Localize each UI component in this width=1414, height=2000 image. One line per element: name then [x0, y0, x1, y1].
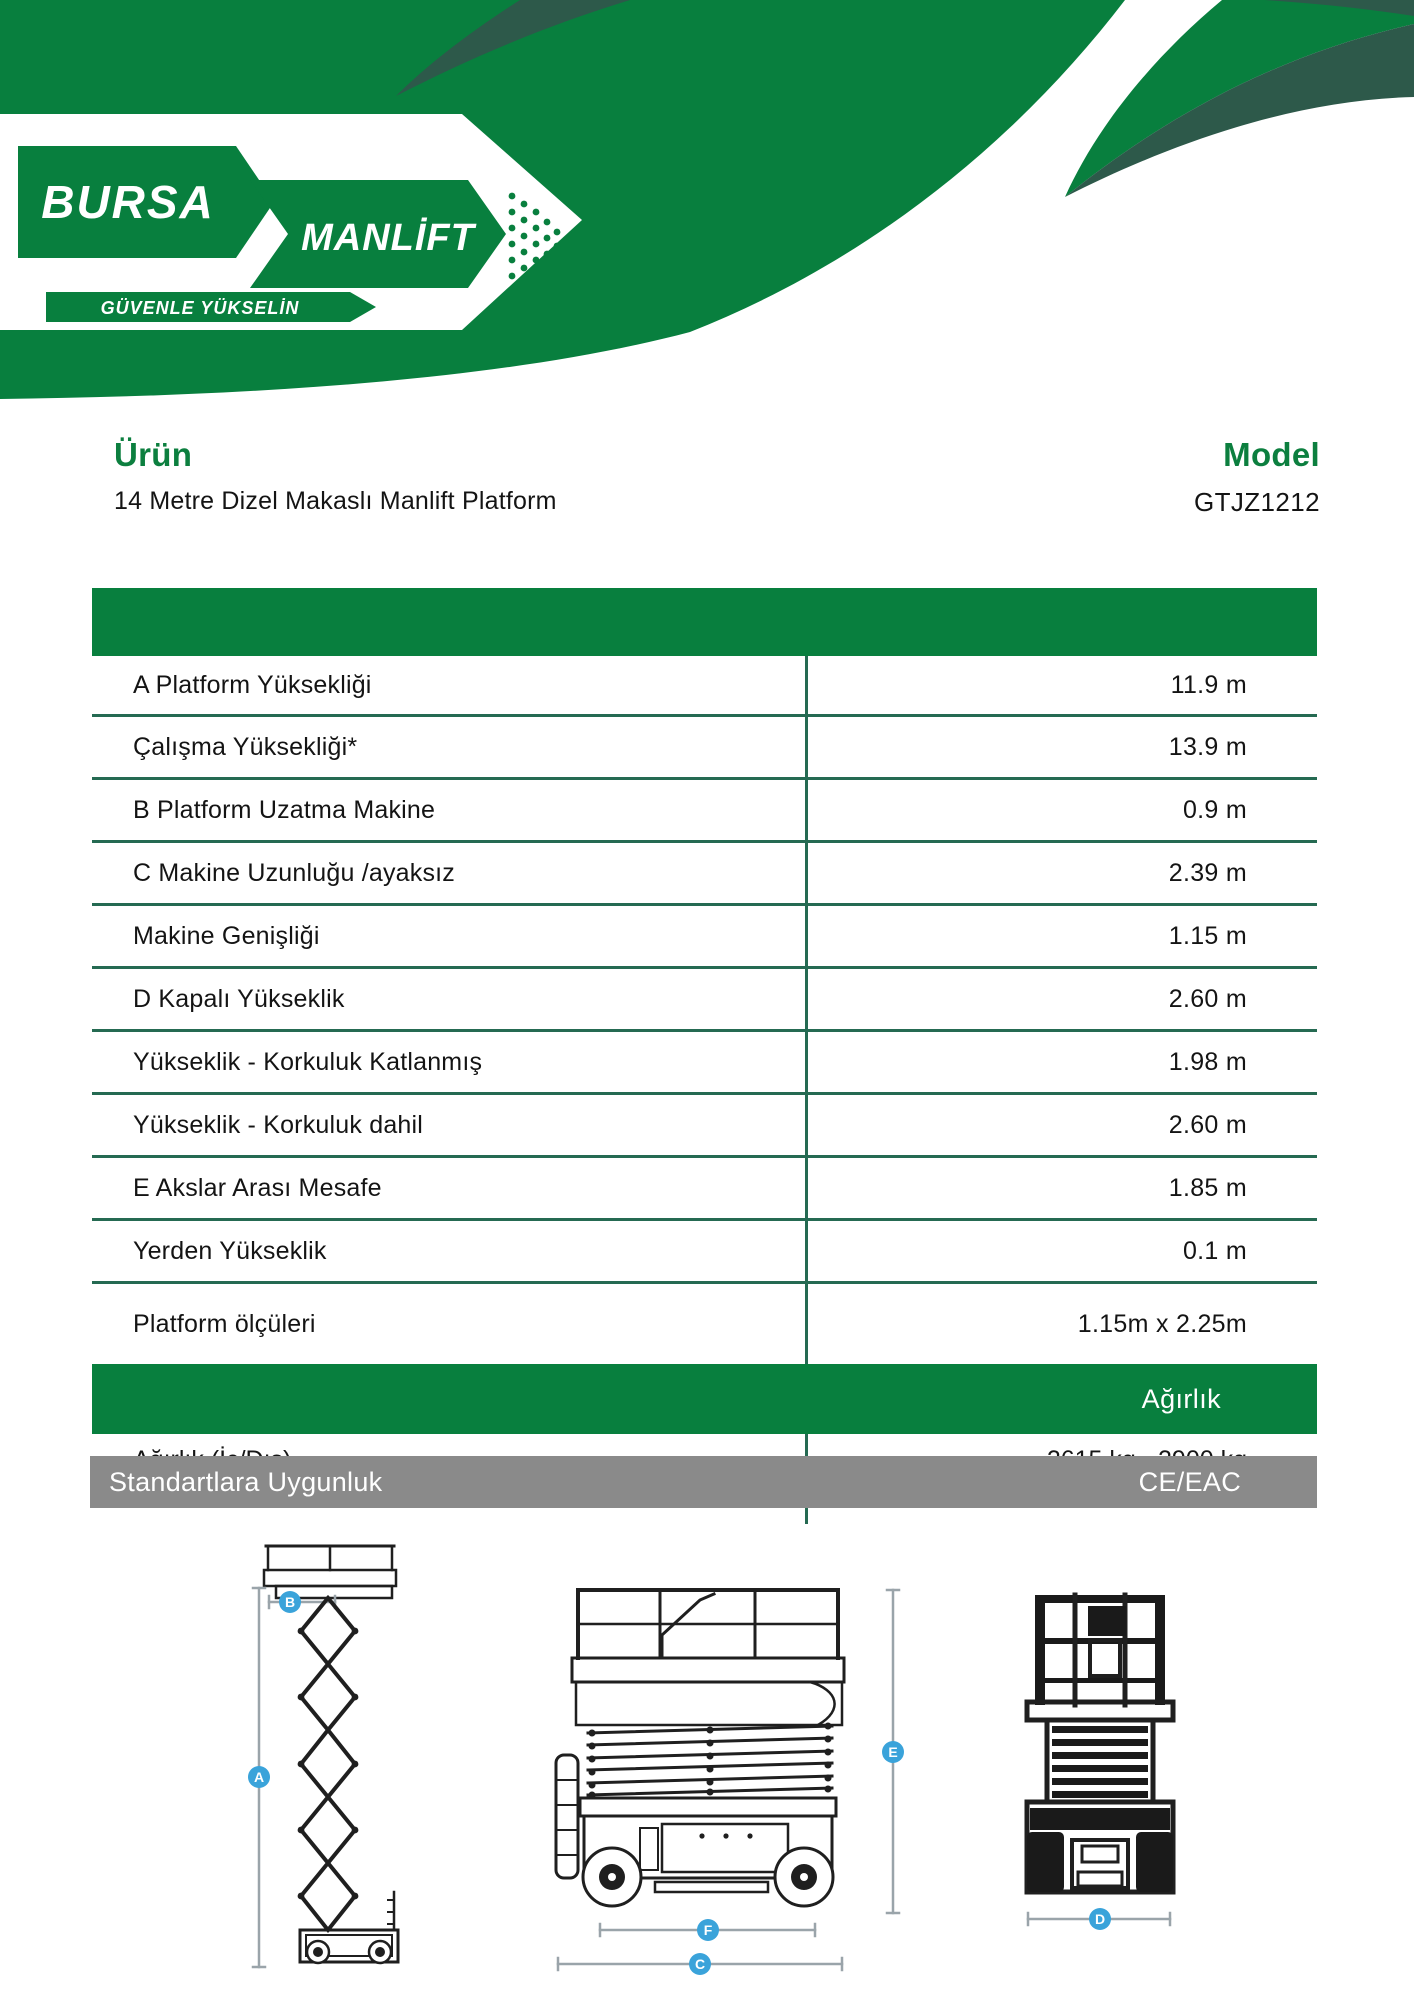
spec-table-rows — [92, 656, 1317, 1364]
spec-label: Yükseklik - Korkuluk Katlanmış — [133, 1047, 483, 1076]
table-row — [92, 1029, 1317, 1092]
product-section-label: Ürün — [114, 436, 193, 473]
table-row — [92, 1092, 1317, 1155]
spec-value: 1.15m x 2.25m — [1077, 1309, 1247, 1338]
product-name: 14 Metre Dizel Makaslı Manlift Platform — [114, 487, 557, 515]
spec-value: 11.9 m — [1170, 670, 1247, 699]
spec-value: 1.98 m — [1168, 1047, 1247, 1076]
spec-value: 1.15 m — [1168, 921, 1247, 950]
table-row — [92, 714, 1317, 777]
standards-value: CE/EAC — [1138, 1466, 1241, 1497]
dimension-letter-a: A — [253, 1769, 265, 1785]
table-row — [92, 1281, 1317, 1364]
brand-name-primary: BURSA — [41, 176, 215, 228]
weight-section-title: Ağırlık — [1141, 1383, 1221, 1414]
spec-label: Makine Genişliği — [133, 921, 320, 950]
technical-drawings — [0, 1540, 1414, 2000]
header-banner — [0, 0, 1414, 440]
table-row — [92, 1155, 1317, 1218]
drawing-lift-stowed-side — [556, 1590, 904, 1975]
standards-bar — [90, 1456, 1317, 1508]
table-row — [92, 1218, 1317, 1281]
dimension-letter-d: D — [1094, 1911, 1106, 1927]
model-section-label: Model — [1223, 436, 1320, 473]
spec-value: 2.60 m — [1168, 1110, 1247, 1139]
dimension-letter-b: B — [284, 1594, 296, 1610]
spec-label: Yerden Yükseklik — [133, 1236, 327, 1265]
spec-label: Çalışma Yüksekliği* — [133, 732, 358, 761]
table-row — [92, 903, 1317, 966]
spec-label: A Platform Yüksekliği — [133, 670, 372, 699]
spec-value: 2.60 m — [1168, 984, 1247, 1013]
spec-label: B Platform Uzatma Makine — [133, 795, 436, 824]
table-row — [92, 777, 1317, 840]
brand-tagline: GÜVENLE YÜKSELİN — [100, 298, 300, 318]
spec-label: C Makine Uzunluğu /ayaksız — [133, 858, 456, 887]
spec-value: 1.85 m — [1168, 1173, 1247, 1202]
brand-name-secondary: MANLİFT — [301, 217, 475, 259]
spec-label: D Kapalı Yükseklik — [133, 984, 345, 1013]
dimension-letter-c: C — [694, 1956, 706, 1972]
spec-value: 13.9 m — [1168, 732, 1247, 761]
table-row — [92, 966, 1317, 1029]
weight-section-header-bar — [92, 1364, 1317, 1434]
spec-table-header-bar — [92, 588, 1317, 656]
spec-table — [92, 588, 1317, 1487]
table-row — [92, 656, 1317, 714]
drawing-lift-stowed-front — [1027, 1595, 1173, 1930]
spec-label: E Akslar Arası Mesafe — [133, 1173, 382, 1202]
spec-label: Platform ölçüleri — [133, 1309, 316, 1338]
spec-label: Yükseklik - Korkuluk dahil — [133, 1110, 424, 1139]
model-value: GTJZ1212 — [1193, 487, 1320, 517]
standards-label: Standartlara Uygunluk — [109, 1466, 383, 1497]
table-row — [92, 840, 1317, 903]
scissor-joints — [298, 1628, 359, 1900]
drawing-lift-raised — [248, 1546, 398, 1967]
spec-value: 0.1 m — [1182, 1236, 1247, 1265]
spec-value: 2.39 m — [1168, 858, 1247, 887]
spec-value: 0.9 m — [1182, 795, 1247, 824]
dimension-letter-f: F — [703, 1922, 713, 1938]
dimension-letter-e: E — [888, 1744, 898, 1760]
